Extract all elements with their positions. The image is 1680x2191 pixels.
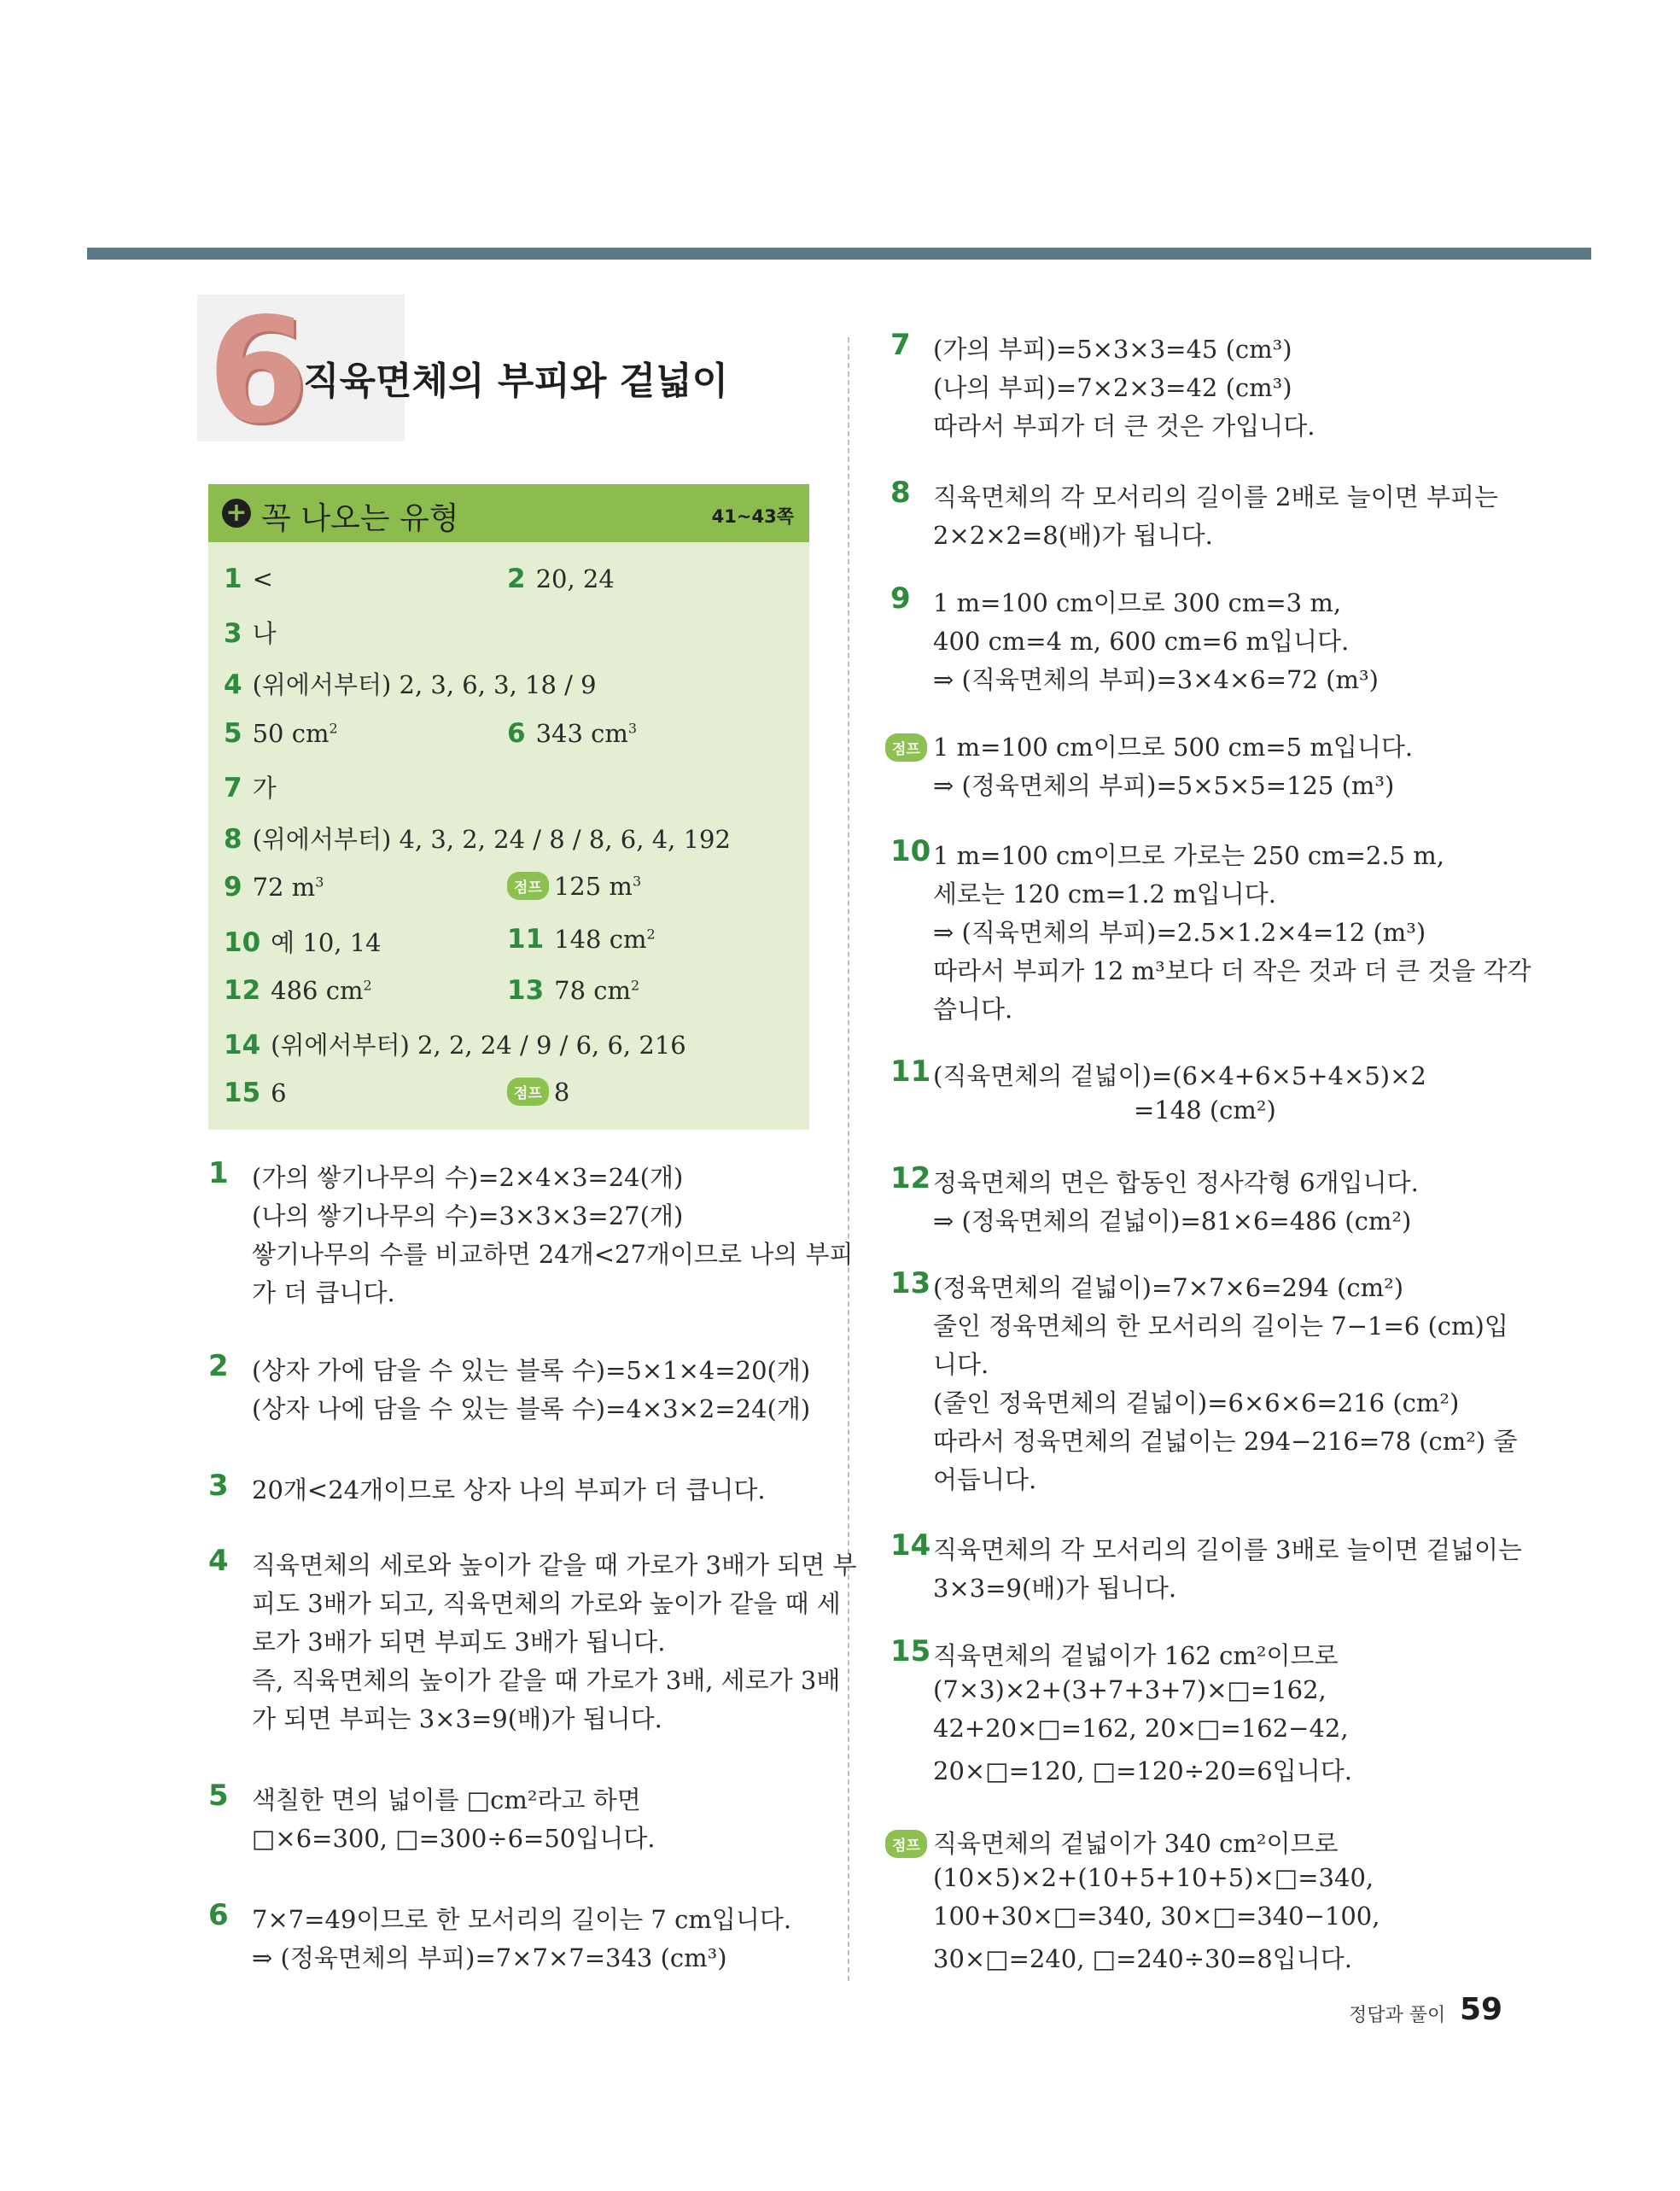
answer-text: 50 cm xyxy=(252,719,330,748)
answer-number: 14 xyxy=(224,1030,261,1060)
solution-line: 따라서 부피가 더 큰 것은 가입니다. xyxy=(933,412,1315,441)
solution-line: (10×5)×2+(10+5+10+5)×□=340, xyxy=(933,1863,1374,1892)
jump-badge: 점프 xyxy=(885,733,927,762)
answer-text: 72 m xyxy=(252,873,316,902)
answer-item xyxy=(507,924,656,955)
solution-line: (정육면체의 겉넓이)=7×7×6=294 (cm²) xyxy=(933,1273,1404,1302)
answer-number: 10 xyxy=(224,927,261,958)
answer-number: 13 xyxy=(507,975,545,1006)
solution-line: 직육면체의 각 모서리의 길이를 3배로 늘이면 겉넓이는 xyxy=(933,1535,1523,1564)
answer-item xyxy=(224,1078,287,1108)
chapter-number: 6 xyxy=(207,287,309,456)
superscript: 2 xyxy=(646,926,656,943)
jump-badge: 점프 xyxy=(885,1830,927,1858)
solution-line: 100+30×□=340, 30×□=340−100, xyxy=(933,1902,1380,1931)
solution-line: 직육면체의 겉넓이가 162 cm²이므로 xyxy=(933,1641,1339,1670)
solution-line: (나의 쌓기나무의 수)=3×3×3=27(개) xyxy=(252,1201,684,1230)
solution-number: 9 xyxy=(890,581,911,616)
answer-text: 125 m xyxy=(553,872,633,901)
superscript: 2 xyxy=(631,977,640,994)
solution-line: 직육면체의 각 모서리의 길이를 2배로 늘이면 부피는 xyxy=(933,482,1499,511)
solution-line: 어듭니다. xyxy=(933,1465,1037,1494)
solution-line: (가의 쌓기나무의 수)=2×4×3=24(개) xyxy=(252,1163,684,1192)
answer-item xyxy=(224,1026,686,1061)
footer-label: 정답과 풀이 xyxy=(1349,2005,1446,2026)
solution-line: ⇒ (정육면체의 부피)=7×7×7=343 (cm³) xyxy=(252,1943,727,1972)
answer-item xyxy=(507,975,639,1006)
solution-number: 7 xyxy=(890,328,911,362)
answer-text: < xyxy=(252,564,273,593)
solution-line: (줄인 정육면체의 겉넓이)=6×6×6=216 (cm²) xyxy=(933,1388,1460,1417)
answer-text: 나 xyxy=(252,619,277,648)
solution-line: 세로는 120 cm=1.2 m입니다. xyxy=(933,879,1276,909)
solution-line: 가 더 큽니다. xyxy=(252,1278,395,1307)
answer-item xyxy=(224,666,597,701)
answer-item xyxy=(507,718,637,749)
solution-number: 1 xyxy=(208,1156,229,1190)
answer-item xyxy=(224,769,277,804)
page-number: 59 xyxy=(1460,1992,1503,2027)
solution-line: ⇒ (직육면체의 부피)=3×4×6=72 (m³) xyxy=(933,665,1379,694)
answer-number: 15 xyxy=(224,1078,261,1108)
answer-text: 148 cm xyxy=(554,925,647,954)
answer-text: 6 xyxy=(271,1078,287,1107)
superscript: 2 xyxy=(363,977,372,994)
solution-number: 4 xyxy=(208,1544,229,1578)
chapter-title: 직육면체의 부피와 겉넓이 xyxy=(303,359,729,403)
answer-text: 8 xyxy=(553,1078,570,1107)
solution-line: ⇒ (정육면체의 겉넓이)=81×6=486 (cm²) xyxy=(933,1207,1412,1236)
solution-line: □×6=300, □=300÷6=50입니다. xyxy=(252,1824,656,1853)
solution-line: (가의 부피)=5×3×3=45 (cm³) xyxy=(933,335,1292,364)
answer-item xyxy=(224,924,382,959)
answer-text: (위에서부터) 2, 3, 6, 3, 18 / 9 xyxy=(252,670,597,699)
superscript: 3 xyxy=(627,720,638,737)
solution-line: ⇒ (직육면체의 부피)=2.5×1.2×4=12 (m³) xyxy=(933,918,1426,947)
answer-number: 6 xyxy=(507,718,526,749)
solution-line: 400 cm=4 m, 600 cm=6 m입니다. xyxy=(933,627,1350,656)
column-divider xyxy=(848,337,849,1981)
solution-line: 씁니다. xyxy=(933,995,1013,1024)
jump-badge: 점프 xyxy=(507,872,549,900)
answer-text: 78 cm xyxy=(554,976,632,1005)
solution-line: 피도 3배가 되고, 직육면체의 가로와 높이가 같을 때 세 xyxy=(252,1589,841,1618)
solution-line: (7×3)×2+(3+7+3+7)×□=162, xyxy=(933,1675,1327,1704)
answer-item xyxy=(224,564,273,594)
solution-line: 색칠한 면의 넓이를 □cm²라고 하면 xyxy=(252,1785,641,1814)
answer-number: 7 xyxy=(224,773,242,803)
solution-line: 42+20×□=162, 20×□=162−42, xyxy=(933,1714,1349,1743)
solution-line: 20개<24개이므로 상자 나의 부피가 더 큽니다. xyxy=(252,1475,766,1504)
solution-number: 5 xyxy=(208,1779,229,1813)
answer-item xyxy=(224,975,372,1006)
superscript: 3 xyxy=(632,873,642,890)
solution-number: 12 xyxy=(890,1161,931,1195)
solution-number: 10 xyxy=(890,834,931,868)
solution-line: 즉, 직육면체의 높이가 같을 때 가로가 3배, 세로가 3배 xyxy=(252,1666,841,1695)
solution-line: 줄인 정육면체의 한 모서리의 길이는 7−1=6 (cm)입 xyxy=(933,1312,1508,1341)
solution-line: 2×2×2=8(배)가 됩니다. xyxy=(933,521,1213,550)
answer-item xyxy=(224,872,324,903)
answer-number: 2 xyxy=(507,564,526,594)
answer-box-title: 꼭 나오는 유형 xyxy=(261,501,459,536)
solution-number: 14 xyxy=(890,1528,931,1563)
answer-number: 1 xyxy=(224,564,242,594)
solution-line: 로가 3배가 되면 부피도 3배가 됩니다. xyxy=(252,1627,666,1656)
top-rule xyxy=(87,248,1591,260)
solution-line: (상자 나에 담을 수 있는 블록 수)=4×3×2=24(개) xyxy=(252,1394,811,1423)
solution-line: 7×7=49이므로 한 모서리의 길이는 7 cm입니다. xyxy=(252,1905,792,1934)
solution-line: 직육면체의 겉넓이가 340 cm²이므로 xyxy=(933,1829,1339,1858)
solution-number: 6 xyxy=(208,1898,229,1932)
solution-line: 가 되면 부피는 3×3=9(배)가 됩니다. xyxy=(252,1704,662,1733)
solution-line: 니다. xyxy=(933,1350,989,1379)
solution-line: 3×3=9(배)가 됩니다. xyxy=(933,1574,1177,1603)
answer-box-header xyxy=(208,484,809,542)
answer-text: (위에서부터) 4, 3, 2, 24 / 8 / 8, 6, 4, 192 xyxy=(252,825,731,854)
answer-number: 8 xyxy=(224,824,242,855)
solution-number: 11 xyxy=(890,1055,931,1089)
solution-line: 따라서 부피가 12 m³보다 더 작은 것과 더 큰 것을 각각 xyxy=(933,956,1531,985)
answer-item xyxy=(507,1078,569,1107)
answer-number: 11 xyxy=(507,924,545,955)
solution-line: 1 m=100 cm이므로 300 cm=3 m, xyxy=(933,588,1342,617)
answer-number: 3 xyxy=(224,618,242,649)
answer-text: 가 xyxy=(252,774,277,803)
solution-line: 30×□=240, □=240÷30=8입니다. xyxy=(933,1944,1352,1973)
plus-icon: + xyxy=(222,499,251,528)
answer-item xyxy=(507,564,615,594)
solution-number: 15 xyxy=(890,1634,931,1668)
answer-number: 5 xyxy=(224,718,242,749)
solution-line: (직육면체의 겉넓이)=(6×4+6×5+4×5)×2 xyxy=(933,1061,1426,1090)
solution-line: 1 m=100 cm이므로 가로는 250 cm=2.5 m, xyxy=(933,841,1444,870)
answer-number: 12 xyxy=(224,975,261,1006)
answer-text: 예 10, 14 xyxy=(271,928,382,957)
superscript: 3 xyxy=(315,873,324,891)
solution-line: (상자 가에 담을 수 있는 블록 수)=5×1×4=20(개) xyxy=(252,1356,811,1385)
superscript: 2 xyxy=(329,720,338,737)
solution-number: 2 xyxy=(208,1349,229,1383)
answer-item xyxy=(224,718,338,749)
answer-item xyxy=(224,821,731,856)
solution-line: 1 m=100 cm이므로 500 cm=5 m입니다. xyxy=(933,733,1414,762)
answer-box-pages: 41~43쪽 xyxy=(711,506,794,527)
answer-text: 343 cm xyxy=(535,719,628,748)
answer-text: (위에서부터) 2, 2, 24 / 9 / 6, 6, 216 xyxy=(271,1031,686,1060)
solution-line: 직육면체의 세로와 높이가 같을 때 가로가 3배가 되면 부 xyxy=(252,1551,857,1580)
answer-item xyxy=(507,872,641,901)
answer-item xyxy=(224,615,277,650)
solution-number: 3 xyxy=(208,1469,229,1503)
solution-line: 정육면체의 면은 합동인 정사각형 6개입니다. xyxy=(933,1168,1419,1197)
solution-line: (나의 부피)=7×2×3=42 (cm³) xyxy=(933,373,1292,402)
solution-line: 20×□=120, □=120÷20=6입니다. xyxy=(933,1756,1352,1785)
jump-badge: 점프 xyxy=(507,1078,549,1106)
solution-number: 13 xyxy=(890,1266,931,1300)
answer-number: 4 xyxy=(224,669,242,700)
answer-text: 486 cm xyxy=(271,976,364,1005)
answer-text: 20, 24 xyxy=(535,564,615,593)
solution-line: =148 (cm²) xyxy=(1134,1096,1276,1125)
solution-line: 쌓기나무의 수를 비교하면 24개<27개이므로 나의 부피 xyxy=(252,1240,854,1269)
solution-line: 따라서 정육면체의 겉넓이는 294−216=78 (cm²) 줄 xyxy=(933,1427,1518,1456)
answer-number: 9 xyxy=(224,872,242,903)
solution-line: ⇒ (정육면체의 부피)=5×5×5=125 (m³) xyxy=(933,771,1395,800)
solution-number: 8 xyxy=(890,476,911,510)
